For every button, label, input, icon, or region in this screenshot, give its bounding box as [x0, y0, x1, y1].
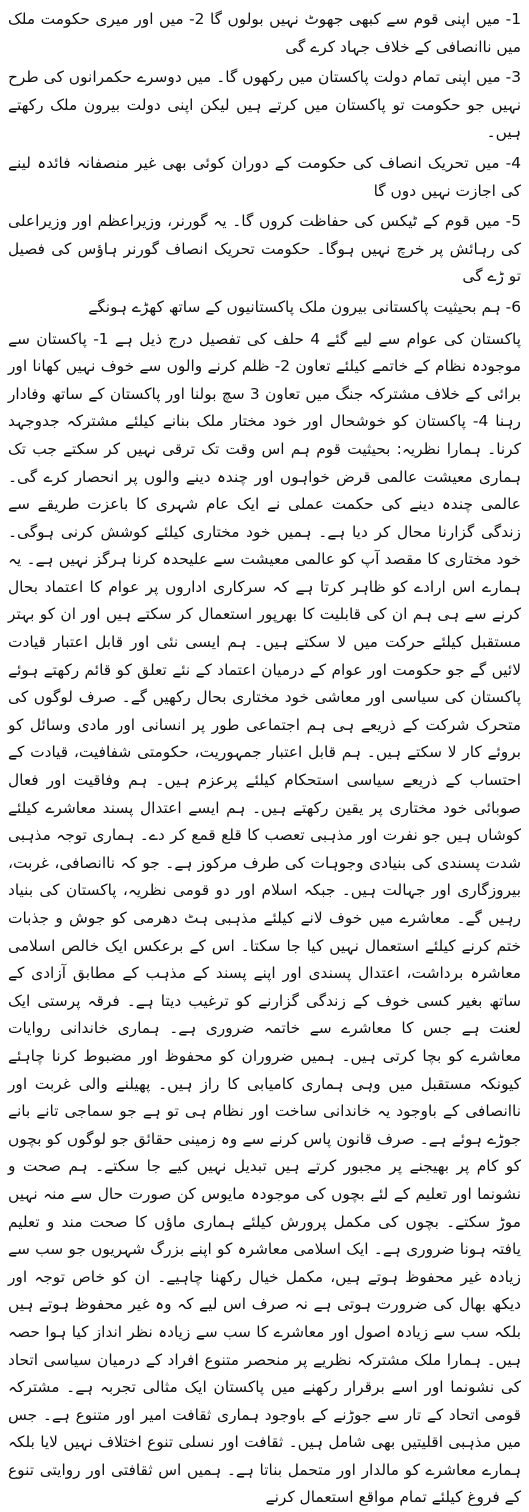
body-paragraph: پاکستان کی عوام سے لیے گئے 4 حلف کی تفصیل درج ذیل ہے 1- پاکستان سے موجودہ نظام کے خاتمے کیلئے تعاون 2- ظلم کرنے والوں سے خوف نہیں کھانا اور برائی کے خلاف مشترکہ جنگ میں تعاون 3 سچ بولنا اور پاکستان کے ساتھ وفادار رہنا 4- پاکستان کو خوشحال اور خود مختار ملک بنانے کیلئے مشترکہ جدوجہد کرنا۔ ہمارا نظریہ: بحیثیت قوم ہم اس وقت تک ترقی نہیں کر سکتے جب تک ہماری معیشت عالمی قرض خواہوں اور چندہ دینے والوں پر انحصار کرے گی۔ عالمی چندہ دینے کی حکمت عملی نے ایک عام شہری کا باعزت طریقے سے زندگی گزارنا محال کر دیا ہے۔ ہمیں خود مختاری کیلئے کوشش کرنی ہوگی۔ خود مختاری کا مقصد آپ کو عالمی معیشت سے علیحدہ کرنا ہرگز نہیں ہے۔ یہ ہمارے اس ارادے کو ظاہر کرتا ہے کہ سرکاری اداروں پر عوام کا اعتماد بحال کرنے سے ہی ہم ان کی قابلیت کا بھرپور استعمال کر سکتے ہیں اور ان کو بہتر مستقبل کیلئے حرکت میں لا سکتے ہیں۔ ہم ایسی نئی اور قابل اعتبار قیادت لائیں گے جو حکومت اور عوام کے درمیان اعتماد کے نئے تعلق کو قائم رکھتے ہوئے پاکستان کی سیاسی اور معاشی خود مختاری بحال رکھیں گے۔ صرف لوگوں کی متحرک شرکت کے ذریعے ہی ہم اجتماعی طور پر انسانی اور مادی وسائل کو بروئے کار لا سکتے ہیں۔ ہم قابل اعتبار جمہوریت، حکومتی شفافیت، قیادت کے احتساب کے ذریعے سیاسی استحکام کیلئے پرعزم ہیں۔ ہم وفاقیت اور فعال صوبائی خود مختاری پر یقین رکھتے ہیں۔ ہم ایسے اعتدال پسند معاشرے کیلئے کوشاں ہیں جو نفرت اور مذہبی تعصب کا قلع قمع کر دے۔ ہماری توجہ مذہبی شدت پسندی کی بنیادی وجوہات کی طرف مرکوز ہے۔ جو کہ ناانصافی، غربت، بیروزگاری اور جہالت ہیں۔ جبکہ اسلام اور دو قومی نظریہ، پاکستان کی بنیاد رہیں گے۔ معاشرے میں خوف لانے کیلئے مذہبی ہٹ دھرمی کو جوش و جذبات ختم کرنے کیلئے استعمال نہیں کیا جا سکتا۔ اس کے برعکس ایک خالص اسلامی معاشرہ برداشت، اعتدال پسندی اور اپنے پسند کے مذہب کے مطابق آزادی کے ساتھ بغیر کسی خوف کے زندگی گزارنے کو ترغیب دیتا ہے۔ فرقہ پرستی ایک لعنت ہے جس کا معاشرے سے خاتمہ ضروری ہے۔ ہماری خاندانی روایات معاشرے کو بچا کرتی ہیں۔ ہمیں ضروران کو محفوظ اور مضبوط کرنا چاہئے کیونکہ مستقبل میں وہی ہماری کامیابی کا راز ہیں۔ پھیلنے والی غربت اور ناانصافی کے باوجود یہ خاندانی ساخت اور نظام ہی تو ہے جو سماجی تانے بانے جوڑے ہوئے ہے۔ صرف قانون پاس کرنے سے وہ زمینی حقائق جو لوگوں کو بچوں کو کام پر بھیجنے پر مجبور کرتے ہیں تبدیل نہیں کیے جا سکتے۔ ہم صحت و نشونما اور تعلیم کے لئے بچوں کی موجودہ مایوس کن صورت حال سے منہ نہیں موڑ سکتے۔ بچوں کی مکمل پرورش کیلئے ہماری ماؤں کا صحت مند و تعلیم یافتہ ہونا ضروری ہے۔ ایک اسلامی معاشرہ کو اپنے بزرگ شہریوں جو سب سے زیادہ غیر محفوظ ہوتے ہیں، مکمل خیال رکھنا چاہیے۔ ان کو خاص توجہ اور دیکھ بھال کی ضرورت ہوتی ہے نہ صرف اس لیے کہ وہ غیر محفوظ ہوتے ہیں بلکہ سب سے زیادہ اصول اور معاشرے کا سب سے زیادہ نظر انداز کیا ہوا حصہ ہیں۔ ہمارا ملک مشترکہ نظریے پر منحصر متنوع افراد کے درمیان سیاسی اتحاد کی نشونما اور اسے برقرار رکھنے میں پاکستان ایک مثالی تجربہ ہے۔ مشترکہ قومی اتحاد کے تار سے جوڑنے کے باوجود ہماری ثقافت امیر اور متنوع ہے۔ جس میں مذہبی اقلیتیں بھی شامل ہیں۔ ثقافت اور نسلی تنوع اختلاف نہیں لایا بلکہ ہمارے معاشرے کو مالدار اور متحمل بناتا ہے۔ ہمیں اس ثقافتی اور روایتی تنوع کے فروغ کیلئے تمام مواقع استعمال کرنے	[8, 329, 522, 1507]
pledge-item-6: 6- ہم بحیثیت پاکستانی بیرون ملک پاکستانیوں کے ساتھ کھڑے ہونگے	[88, 297, 521, 316]
pledge-item-3: 3- میں اپنی تمام دولت پاکستان میں رکھوں گا۔ میں دوسرے حکمرانوں کی طرح نہیں جو حکومت تو پاکستان میں کرتے ہیں لیکن اپنی دولت بیرون ملک رکھتے ہیں۔	[8, 68, 521, 142]
pledge-item-1: 1- میں اپنی قوم سے کبھی جھوٹ نہیں بولوں گا 2- میں اور میری حکومت ملک میں ناانصافی کے خلاف جہاد کرے گی	[8, 10, 521, 56]
pledge-item-4: 4- میں تحریک انصاف کی حکومت کے دوران کوئی بھی غیر منصفانہ فائدہ لینے کی اجازت نہیں دوں گا	[8, 153, 521, 200]
pledge-item-5: 5- میں قوم کے ٹیکس کی حفاظت کروں گا۔ یہ گورنر، وزیراعظم اور وزیراعلی کی رہائش پر خرچ نہیں ہوگا۔ حکومت تحریک انصاف گورنر ہاؤس کی فصیل تو ڑے گی	[8, 212, 521, 286]
